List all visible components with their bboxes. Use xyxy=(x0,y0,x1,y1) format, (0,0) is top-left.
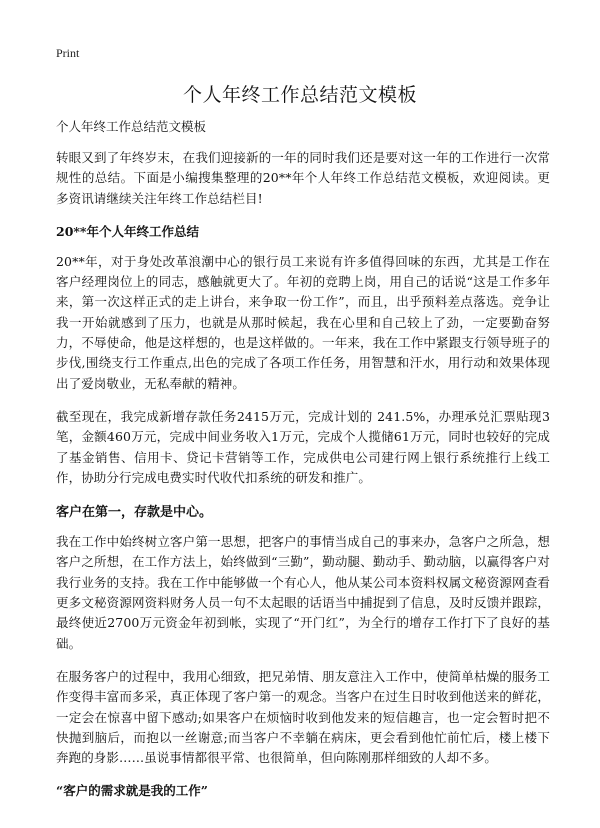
paragraph-customer-service: 在服务客户的过程中，我用心细致，把兄弟情、朋友意注入工作中，使简单枯燥的服务工作变得丰富而多采，真正体现了客户第一的观念。当客户在过生日时收到他送来的鲜花，一定会在惊喜中留下感动;如果客户在烦恼时收到他发来的短信趣言，也一定会暂时把不快抛到脑后，而抱以一丝谢意;而当客户不幸躺在病床，更会看到他忙前忙后，楼上楼下奔跑的身影……虽说事情都很平常、也很简单，但向陈刚那样细致的人却不多。 xyxy=(56,668,550,766)
paragraph-annual-review: 20**年，对于身处改革浪潮中心的银行员工来说有许多值得回味的东西，尤其是工作在客户经理岗位上的同志，感触就更大了。年初的竞聘上岗，用自己的话说“这是工作多年来，第一次这样正式的走上讲台，来争取一份工作”，而且，出乎预料差点落选。竞争让我一开始就感到了压力，也就是从那时候起，我在心里和自己较上了劲，一定要勤奋努力，不辱使命，他是这样想的，也是这样做的。一年来，我在工作中紧跟支行领导班子的步伐,围绕支行工作重点,出色的完成了各项工作任务，用智慧和汗水，用行动和效果体现出了爱岗敬业，无私奉献的精神。 xyxy=(56,253,550,391)
document-subtitle: 个人年终工作总结范文模板 xyxy=(56,119,207,134)
section-heading-annual-summary: 20**年个人年终工作总结 xyxy=(56,223,199,239)
print-link[interactable]: Print xyxy=(56,46,80,60)
intro-paragraph: 转眼又到了年终岁末，在我们迎接新的一年的同时我们还是要对这一年的工作进行一次常规性的总结。下面是小编搜集整理的20**年个人年终工作总结范文模板，欢迎阅读。更多资讯请继续关注年终工作总结栏目! xyxy=(56,150,550,206)
document-title: 个人年终工作总结范文模板 xyxy=(182,84,417,106)
paragraph-customer-first: 我在工作中始终树立客户第一思想，把客户的事情当成自己的事来办，急客户之所急，想客户之所想，在工作方法上，始终做到“三勤”，勤动腿、勤动手、勤动脑，以赢得客户对我行业务的支持。我在工作中能够做一个有心人，他从某公司本资料权属文秘资源网查看更多文秘资源网资料财务人员一句不太起眼的话语当中捕捉到了信息，及时反馈并跟踪，最终使近2700万元资金年初到帐，实现了“开门红”，为全行的增存工作打下了良好的基础。 xyxy=(56,534,550,651)
document-body xyxy=(56,117,550,811)
section-heading-customer-first: 客户在第一，存款是中心。 xyxy=(56,505,213,521)
paragraph-achievements: 截至现在，我完成新增存款任务2415万元，完成计划的 241.5%，办理承兑汇票贴现3笔，金额460万元，完成中间业务收入1万元，完成个人揽储61万元，同时也较好的完成了基金销售、信用卡、贷记卡营销等工作，完成供电公司建行网上银行系统推行上线工作，协助分行完成电费实时代收代扣系统的研发和推广。 xyxy=(56,408,550,485)
section-heading-customer-needs: “客户的需求就是我的工作” xyxy=(56,783,208,799)
